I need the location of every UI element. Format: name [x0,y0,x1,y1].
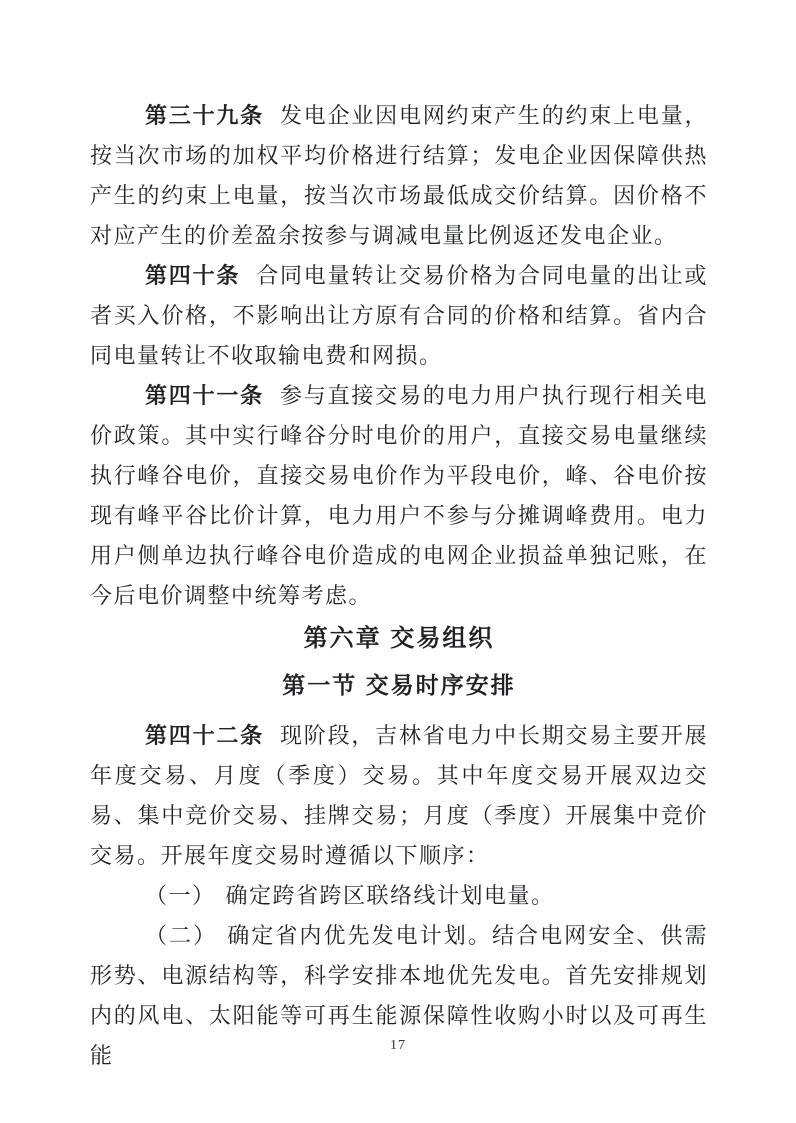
article-42-text: 现阶段，吉林省电力中长期交易主要开展年度交易、月度（季度）交易。其中年度交易开展双边交易、集中竞价交易、挂牌交易；月度（季度）开展集中竞价交易。开展年度交易时遵循以下顺序： [90,723,708,868]
article-40-text: 合同电量转让交易价格为合同电量的出让或者买入价格，不影响出让方原有合同的价格和结算。省内合同电量转让不收取输电费和网损。 [90,263,708,368]
article-41-paragraph [90,376,708,616]
list-item-1-text: 确定跨省跨区联络线计划电量。 [225,883,555,908]
article-40-number: 第四十条 [145,263,241,288]
article-42-paragraph [90,716,708,876]
article-39-paragraph [90,96,708,256]
chapter-heading: 第六章 交易组织 [303,625,495,652]
list-item-2-text: 确定省内优先发电计划。结合电网安全、供需形势、电源结构等，科学安排本地优先发电。首先安排规划内的风电、太阳能等可再生能源保障性收购小时以及可再生能 [90,923,708,1068]
article-39-number: 第三十九条 [145,103,264,128]
article-41-number: 第四十一条 [145,383,264,408]
article-41-text: 参与直接交易的电力用户执行现行相关电价政策。其中实行峰谷分时电价的用户，直接交易电量继续执行峰谷电价，直接交易电价作为平段电价，峰、谷电价按现有峰平谷比价计算，电力用户不参与分摊调峰费用。电力用户侧单边执行峰谷电价造成的电网企业损益单独记账，在今后电价调整中统筹考虑。 [90,383,708,608]
list-item-1-label: （一） [145,883,216,908]
list-item-2-label: （二） [145,923,218,948]
article-40-paragraph [90,256,708,376]
list-item-1 [90,876,708,916]
section-heading: 第一节 交易时序安排 [282,672,516,698]
page-number: 17 [390,1038,406,1053]
article-39-text: 发电企业因电网约束产生的约束上电量，按当次市场的加权平均价格进行结算；发电企业因保障供热产生的约束上电量，按当次市场最低成交价结算。因价格不对应产生的价差盈余按参与调减电量比例返还发电企业。 [90,103,708,248]
article-42-number: 第四十二条 [145,723,264,748]
